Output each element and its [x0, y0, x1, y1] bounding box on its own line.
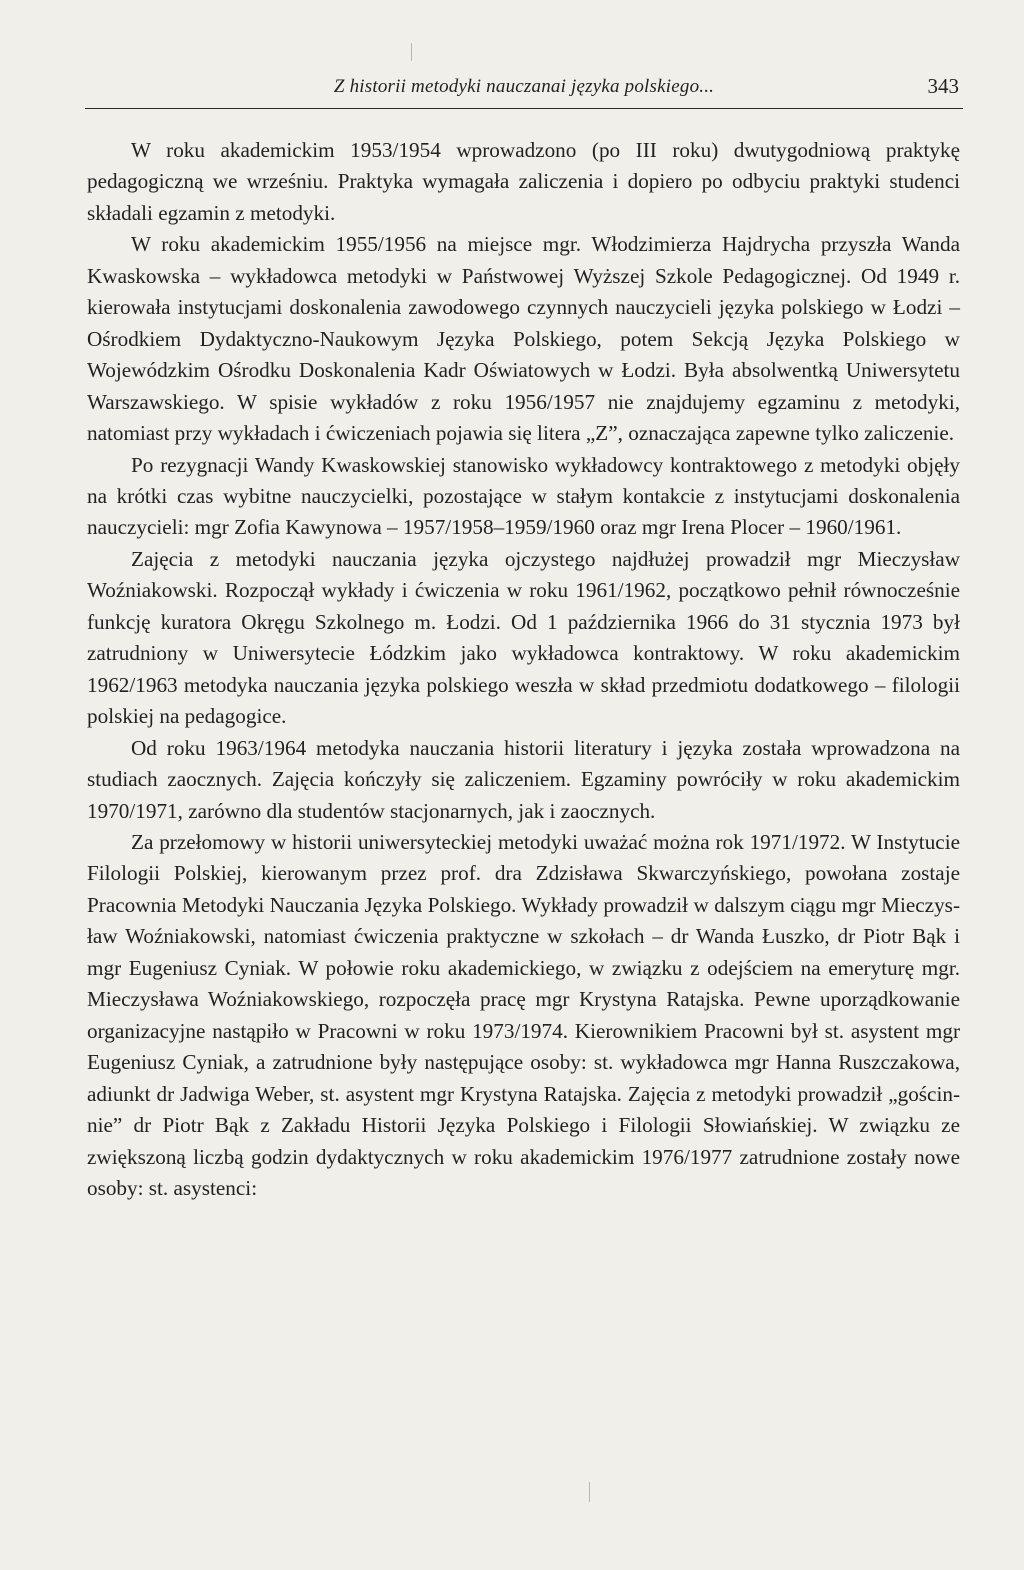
paragraph: W roku akademickim 1953/1954 wprowadzono (po III roku) dwutygodniową praktykę pedagogiczną we wrześniu. Praktyka wymagała zaliczenia i dopiero po odbyciu praktyki studenci składali egzamin z metodyki.	[87, 138, 960, 225]
paragraph: Od roku 1963/1964 metodyka nauczania historii literatury i języka została wprowadzona na studiach zaocznych. Zajęcia kończyły się zaliczeniem. Egzaminy powróciły w roku akademickim 1970/1971, zarówno dla studentów stacjonarnych, jak i zaocznych.	[87, 735, 960, 823]
scan-mark	[411, 43, 412, 61]
scan-mark	[589, 1482, 590, 1502]
running-title: Z historii metodyki nauczanai języka polskiego...	[333, 76, 715, 97]
paragraph: W roku akademickim 1955/1956 na miejsce mgr. Włodzimierza Hajdrycha przyszła Wanda Kwaskowska – wykładowca metodyki w Państwowej Wyższej Szkole Pedagogicznej. Od 1949 r. kierowała instytucjami doskonalenia zawodowego czynnych nauczycieli języka polskiego w Łodzi – Ośrodkiem Dydaktyczno-Naukowym Języka Polskiego, potem Sekcją Języka Polskiego w Wojewódzkim Ośrodku Doskonalenia Kadr Oświatowych w Łodzi. Była absolwentką Uniwersytetu Warszawskiego. W spisie wykładów z roku 1956/1957 nie znajdujemy egzaminu z metodyki, natomiast przy wykładach i ćwiczeniach pojawia się litera „Z”, oznaczająca zapewne tylko zaliczenie.	[87, 232, 960, 446]
running-header	[85, 72, 963, 109]
body-text	[87, 135, 960, 1204]
paragraph: Po rezygnacji Wandy Kwaskowskiej stanowisko wykładowcy kontraktowego z metodyki objęły na krótki czas wybitne nauczycielki, pozostające w stałym kontakcie z instytucjami doskonalenia nauczycieli: mgr Zofia Kawynowa – 1957/1958–1959/1960 oraz mgr Irena Plocer – 1960/1961.	[87, 452, 960, 540]
page-number: 343	[927, 74, 959, 98]
paragraph: Za przełomowy w historii uniwersyteckiej metodyki uważać można rok 1971/1972. W Instytucie Filologii Polskiej, kierowanym przez prof. dra Zdzisława Skwarczyńskiego, powołana zostaje Pracownia Metodyki Nauczania Języka Polskiego. Wykłady prowadził w dalszym ciągu mgr Mieczysław Woźniakowski, natomiast ćwiczenia praktyczne w szkołach – dr Wanda Łuszko, dr Piotr Bąk i mgr Eugeniusz Cyniak. W połowie roku akademickiego, w związku z odejściem na emeryturę mgr. Mieczysława Woźniakowskiego, rozpoczęła pracę mgr Krystyna Ratajska. Pewne uporządkowanie organizacyjne nastąpiło w Pracowni w roku 1973/1974. Kierownikiem Pracowni był st. asystent mgr Eugeniusz Cyniak, a zatrudnione były następujące osoby: st. wykładowca mgr Hanna Ruszczakowa, adiunkt dr Jadwiga Weber, st. asystent mgr Krystyna Ratajska. Zajęcia z metodyki prowadził „gościnnie” dr Piotr Bąk z Zakładu Historii Języka Polskiego i Filologii Słowiańskiej. W związku ze zwiększoną liczbą godzin dydaktycznych w roku akademickim 1976/1977 zatrudnione zostały nowe osoby: st. asystenci:	[87, 829, 960, 1200]
paragraph: Zajęcia z metodyki nauczania języka ojczystego najdłużej prowadził mgr Mieczysław Woźniakowski. Rozpoczął wykłady i ćwiczenia w roku 1961/1962, początkowo pełnił równocześnie funkcję kuratora Okręgu Szkolnego m. Łodzi. Od 1 października 1966 do 31 stycznia 1973 był zatrudniony w Uniwersytecie Łódzkim jako wykładowca kontraktowy. W roku akademickim 1962/1963 metodyka nauczania języka polskiego weszła w skład przedmiotu dodatkowego – filologii polskiej na pedagogice.	[87, 546, 960, 729]
